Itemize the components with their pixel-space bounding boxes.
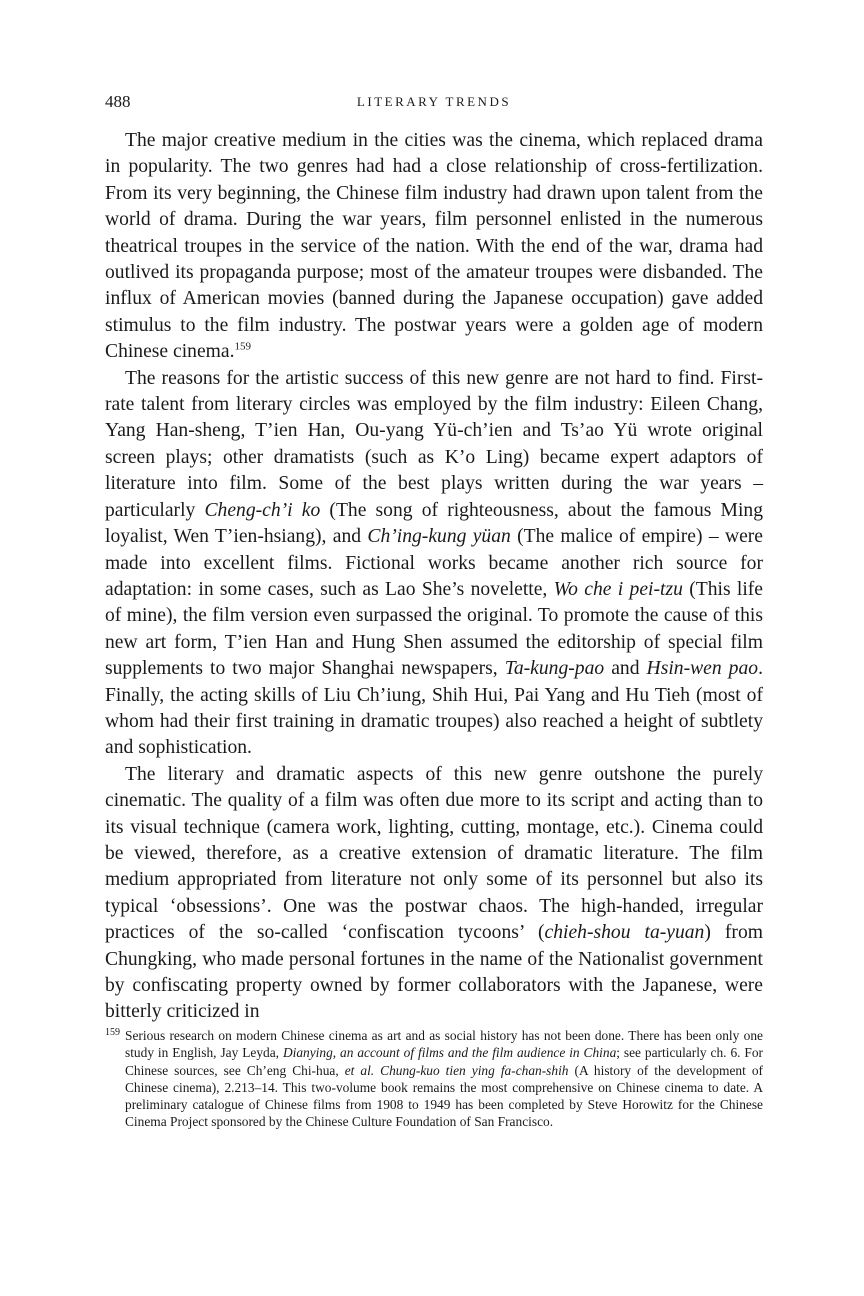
body-text bbox=[105, 128, 763, 1026]
book-title: Dianying, an account of films and the film audience in China bbox=[282, 1045, 617, 1061]
paragraph-cinema-medium: The major creative medium in the cities was the cinema, which replaced drama in popularity. The two genres had had a close relationship of cross-fertilization. From its very beginning, the Chinese film industry had drawn upon talent from the world of drama. During the war years, film personnel enlisted in the numerous theatrical troupes in the service of the nation. With the end of the war, drama had outlived its propaganda purpose; most of the amateur troupes were disbanded. The influx of American movies (banned during the Japanese occupation) gave added stimulus to the film industry. The postwar years were a golden age of modern Chinese cinema.$^{159}$ bbox=[105, 130, 763, 363]
film-title: Cheng-ch’i ko bbox=[204, 499, 321, 521]
footnote-reference: 159 bbox=[234, 340, 251, 353]
newspaper-title: Hsin-wen pao bbox=[646, 658, 759, 680]
paragraph-artistic-success: The reasons for the artistic success of this new genre are not hard to find. First-rate talent from literary circles was employed by the film industry: Eileen Chang, Yang Han-sheng, T’ien Han, Ou-yang Yü-ch’ien and Ts’ao Yü wrote original screen plays; other dramatists (such as K’o Ling) became expert adaptors of literature into film. Some of the best plays written during the war years – particularly Cheng-ch’i ko (The song of righteousness, about the famous Ming loyalist, Wen T’ien-hsiang), and Ch’ing-kung yüan (The malice of empire) – were made into excellent films. Fictional works became another rich source for adaptation: in some cases, such as Lao She’s novelette, Wo che i pei-tzu (This life of mine), the film version even surpassed the original. To promote the cause of this new art form, T’ien Han and Hung Shen assumed the editorship of special film supplements to two major Shanghai newspapers, Ta-kung-pao and Hsin-wen pao. Finally, the acting skills of Liu Ch’iung, Shih Hui, Pai Yang and Hu Tieh (most of whom had their first training in dramatic troupes) also reached a height of subtlety and sophistication. bbox=[105, 367, 764, 759]
newspaper-title: Ta-kung-pao bbox=[504, 658, 605, 680]
footnote: 159 Serious research on modern Chinese cinema as art and as social history has not been done. There has been only one study in English, Jay Leyda, Dianying, an account of films and the film audience in China; see particularly ch. 6. For Chinese sources, see Ch’eng Chi-hua, et al. Chung-kuo tien ying fa-chan-shih (A history of the development of Chinese cinema), 2.213–14. This two-volume book remains the most comprehensive on Chinese cinema to date. A preliminary catalogue of Chinese films from 1908 to 1949 has been completed by Steve Horowitz for the Chinese Cinema Project sponsored by the Chinese Culture Foundation of San Francisco. bbox=[105, 1026, 764, 1130]
running-head: LITERARY TRENDS bbox=[356, 94, 512, 109]
book-title: et al. Chung-kuo tien ying fa-chan-shih bbox=[344, 1062, 569, 1078]
page-number: 488 bbox=[105, 92, 131, 111]
term-italic: chieh-shou ta-yuan bbox=[544, 922, 705, 944]
novel-title: Wo che i pei-tzu bbox=[553, 578, 683, 600]
book-page bbox=[105, 0, 763, 1296]
film-title: Ch’ing-kung yüan bbox=[367, 526, 511, 548]
paragraph-literary-aspects: The literary and dramatic aspects of this new genre outshone the purely cinematic. The quality of a film was often due more to its script and acting than to its visual technique (camera work, lighting, cutting, montage, etc.). Cinema could be viewed, therefore, as a creative extension of dramatic literature. The film medium appropriated from literature not only some of its personnel but also its typical ‘obsessions’. One was the postwar chaos. The high-handed, irregular practices of the so-called ‘confiscation tycoons’ (chieh-shou ta-yuan) from Chungking, who made personal fortunes in the name of the Nationalist government by confiscating property owned by former collaborators with the Japanese, were bitterly criticized in bbox=[105, 763, 763, 1023]
page-header bbox=[105, 92, 763, 116]
